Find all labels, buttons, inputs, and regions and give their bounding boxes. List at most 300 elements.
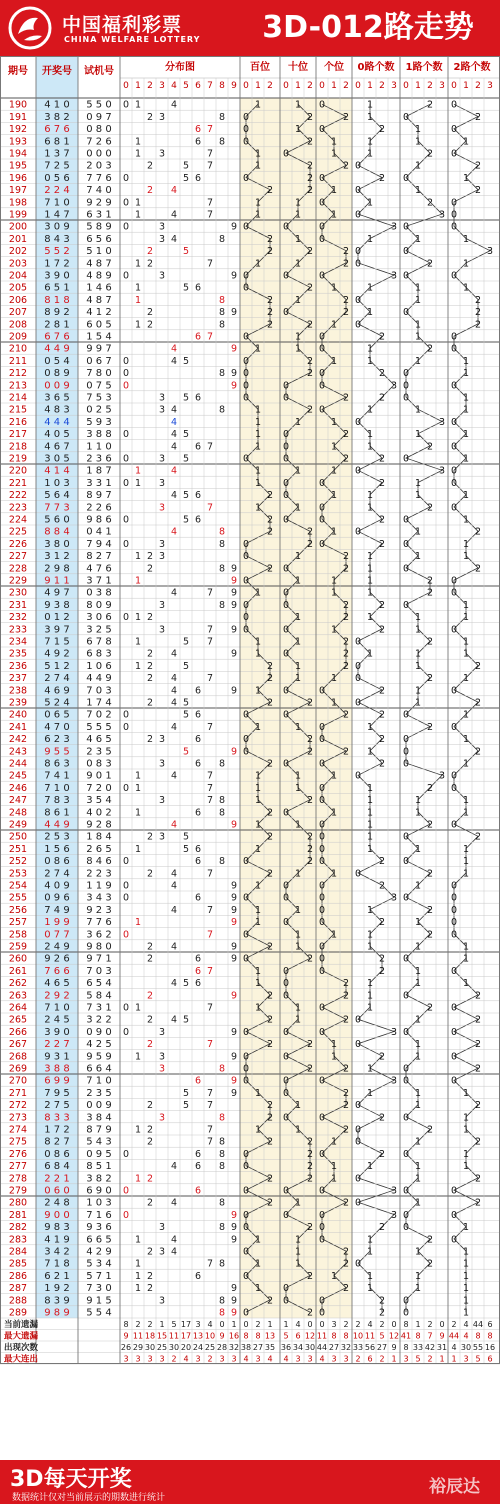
- road-count-mark: 1: [366, 1270, 374, 1282]
- distribution-mark: 4: [170, 868, 178, 880]
- road-count-mark: 1: [414, 319, 422, 331]
- distribution-mark: 8: [218, 1197, 226, 1209]
- test-number: 6 6 4: [86, 1063, 112, 1075]
- stats-value: 1: [267, 1320, 273, 1330]
- dist-digit-header: 2: [147, 81, 153, 91]
- distribution-mark: 7: [206, 148, 214, 160]
- road-mark: 1: [254, 721, 262, 733]
- road-count-mark: 1: [414, 1014, 422, 1026]
- stats-value: 2: [379, 1354, 385, 1364]
- distribution-mark: 0: [122, 1148, 130, 1160]
- period-label: 272: [8, 1100, 28, 1112]
- road-mark: 0: [242, 856, 250, 868]
- stats-value: 1: [231, 1320, 237, 1330]
- stats-value: 3: [307, 1354, 313, 1364]
- road-mark: 2: [266, 185, 274, 197]
- road-count-mark: 0: [402, 1026, 410, 1038]
- road-mark: 2: [266, 1197, 274, 1209]
- road-mark: 2: [306, 1173, 314, 1185]
- road-count-mark: 0: [354, 258, 362, 270]
- road-mark: 1: [294, 197, 302, 209]
- road-mark: 1: [294, 1014, 302, 1026]
- road-count-mark: 1: [462, 1258, 470, 1270]
- road-count-mark: 3: [390, 1075, 398, 1087]
- period-label: 237: [8, 673, 28, 685]
- distribution-mark: 7: [206, 1258, 214, 1270]
- road-mark: 2: [306, 734, 314, 746]
- period-label: 207: [8, 307, 28, 319]
- distribution-mark: 2: [146, 1039, 154, 1051]
- stats-value: 1: [159, 1320, 165, 1330]
- distribution-mark: 6: [194, 331, 202, 343]
- stats-value: 27: [328, 1343, 340, 1353]
- distribution-mark: 6: [194, 124, 202, 136]
- road-count-mark: 2: [378, 965, 386, 977]
- road-count-mark: 1: [462, 282, 470, 294]
- test-number: 7 4 0: [86, 185, 112, 197]
- draw-number: 5 2 4: [44, 697, 70, 709]
- header-tens: 十位: [288, 62, 308, 73]
- stats-value: 44: [316, 1343, 328, 1353]
- road-count-mark: 2: [426, 148, 434, 160]
- road-count-mark: 1: [414, 648, 422, 660]
- stats-value: 13: [192, 1331, 204, 1341]
- test-number: 9 8 0: [86, 941, 112, 953]
- draw-number: 2 4 8: [44, 1197, 70, 1209]
- road-count-mark: 0: [450, 1234, 458, 1246]
- distribution-mark: 6: [194, 978, 202, 990]
- period-label: 253: [8, 868, 28, 880]
- road-mark: 1: [330, 136, 338, 148]
- stats-value: 17: [180, 1320, 192, 1330]
- road-mark: 1: [294, 502, 302, 514]
- stats-value: 16: [484, 1343, 496, 1353]
- dist-digit-header: 8: [219, 81, 225, 91]
- dist-digit-header: 7: [207, 81, 213, 91]
- road-count-mark: 0: [450, 880, 458, 892]
- road-mark: 2: [342, 307, 350, 319]
- road-mark: 1: [294, 929, 302, 941]
- road-count-mark: 0: [450, 441, 458, 453]
- draw-number: 0 5 4: [44, 355, 70, 367]
- road-mark: 0: [318, 197, 326, 209]
- test-number: 4 6 5: [86, 734, 112, 746]
- distribution-mark: 5: [182, 697, 190, 709]
- road-mark: 1: [330, 807, 338, 819]
- distribution-mark: 3: [158, 551, 166, 563]
- period-label: 285: [8, 1258, 28, 1270]
- road-digit-header: 2: [343, 81, 349, 91]
- stats-value: 34: [292, 1343, 304, 1353]
- distribution-mark: 2: [146, 551, 154, 563]
- period-label: 277: [8, 1161, 28, 1173]
- draw-number: 2 9 2: [44, 990, 70, 1002]
- road-count-mark: 0: [354, 246, 362, 258]
- road-count-mark: 1: [414, 124, 422, 136]
- road-mark: 1: [294, 904, 302, 916]
- test-number: 1 1 0: [86, 441, 112, 453]
- road-mark: 0: [318, 1234, 326, 1246]
- road-mark: 0: [242, 1246, 250, 1258]
- stats-value: 8: [475, 1331, 481, 1341]
- road-mark: 0: [242, 270, 250, 282]
- road-count-mark: 2: [426, 721, 434, 733]
- stats-label: 出现次数: [4, 1343, 39, 1354]
- period-label: 206: [8, 294, 28, 306]
- stats-value: 3: [123, 1354, 129, 1364]
- road-mark: 2: [266, 1112, 274, 1124]
- road-mark: 1: [330, 929, 338, 941]
- period-label: 247: [8, 795, 28, 807]
- draw-number: 0 0 9: [44, 380, 70, 392]
- road-mark: 0: [318, 172, 326, 184]
- road-mark: 2: [306, 111, 314, 123]
- road-count-mark: 2: [378, 1307, 386, 1319]
- road-mark: 2: [306, 404, 314, 416]
- period-label: 263: [8, 990, 28, 1002]
- distribution-mark: 1: [134, 782, 142, 794]
- road-count-mark: 2: [426, 782, 434, 794]
- road-count-mark: 2: [426, 258, 434, 270]
- distribution-mark: 8: [218, 1136, 226, 1148]
- count-digit-header: 2: [379, 81, 385, 91]
- header-units: 个位: [324, 62, 344, 73]
- road-mark: 1: [254, 978, 262, 990]
- test-number: 1 8 7: [86, 465, 112, 477]
- road-count-mark: 0: [450, 465, 458, 477]
- road-mark: 0: [242, 1185, 250, 1197]
- stats-value: 0: [219, 1320, 225, 1330]
- road-mark: 1: [254, 782, 262, 794]
- test-number: 4 4 9: [86, 673, 112, 685]
- stats-value: 9: [391, 1343, 397, 1353]
- distribution-mark: 2: [146, 1270, 154, 1282]
- draw-number: 9 2 6: [44, 953, 70, 965]
- period-label: 266: [8, 1026, 28, 1038]
- stats-value: 3: [195, 1354, 201, 1364]
- test-number: 0 8 3: [86, 758, 112, 770]
- road-mark: 1: [330, 1173, 338, 1185]
- road-mark: 0: [318, 343, 326, 355]
- stats-value: 0: [439, 1320, 445, 1330]
- road-count-mark: 3: [390, 1185, 398, 1197]
- road-count-mark: 2: [474, 697, 482, 709]
- road-mark: 1: [294, 1100, 302, 1112]
- road-mark: 0: [242, 124, 250, 136]
- period-label: 260: [8, 953, 28, 965]
- dist-digit-header: 0: [123, 81, 129, 91]
- distribution-mark: 5: [182, 746, 190, 758]
- road-mark: 1: [254, 465, 262, 477]
- distribution-mark: 6: [194, 282, 202, 294]
- road-mark: 0: [282, 917, 290, 929]
- dist-digit-header: 1: [135, 81, 141, 91]
- stats-value: 2: [255, 1320, 261, 1330]
- road-count-mark: 2: [474, 1197, 482, 1209]
- distribution-mark: 2: [146, 612, 154, 624]
- road-count-mark: 1: [366, 355, 374, 367]
- road-mark: 1: [294, 331, 302, 343]
- test-number: 0 0 0: [86, 148, 112, 160]
- stats-value: 8: [255, 1331, 261, 1341]
- road-count-mark: 0: [402, 1295, 410, 1307]
- road-count-mark: 0: [450, 770, 458, 782]
- road-count-mark: 0: [450, 1185, 458, 1197]
- road-count-mark: 0: [450, 904, 458, 916]
- test-number: 3 7 1: [86, 575, 112, 587]
- road-mark: 1: [330, 697, 338, 709]
- stats-value: 3: [463, 1354, 469, 1364]
- distribution-mark: 4: [170, 429, 178, 441]
- test-number: 0 0 9: [86, 1100, 112, 1112]
- draw-number: 6 8 1: [44, 136, 70, 148]
- draw-number: 1 4 7: [44, 209, 70, 221]
- road-count-mark: 1: [414, 355, 422, 367]
- stats-value: 9: [219, 1331, 225, 1341]
- road-count-mark: 1: [414, 1136, 422, 1148]
- test-number: 1 5 4: [86, 331, 112, 343]
- road-count-mark: 0: [402, 270, 410, 282]
- road-mark: 0: [282, 709, 290, 721]
- distribution-mark: 7: [206, 904, 214, 916]
- footer-title: 3D每天开奖: [10, 1467, 132, 1492]
- count-digit-header: 0: [403, 81, 409, 91]
- road-mark: 2: [306, 282, 314, 294]
- road-mark: 2: [306, 746, 314, 758]
- road-mark: 0: [242, 1270, 250, 1282]
- road-count-mark: 2: [474, 1173, 482, 1185]
- road-count-mark: 0: [450, 965, 458, 977]
- road-mark: 0: [242, 1209, 250, 1221]
- road-mark: 1: [294, 819, 302, 831]
- test-number: 4 0 2: [86, 807, 112, 819]
- stats-value: 4: [267, 1354, 273, 1364]
- stats-value: 30: [168, 1343, 180, 1353]
- road-mark: 1: [254, 1124, 262, 1136]
- draw-number: 7 1 5: [44, 636, 70, 648]
- distribution-mark: 1: [134, 917, 142, 929]
- road-count-mark: 2: [474, 111, 482, 123]
- period-label: 198: [8, 197, 28, 209]
- period-label: 250: [8, 831, 28, 843]
- road-count-mark: 1: [366, 551, 374, 563]
- road-mark: 2: [306, 526, 314, 538]
- road-count-mark: 1: [462, 258, 470, 270]
- road-mark: 0: [282, 892, 290, 904]
- road-mark: 0: [318, 1185, 326, 1197]
- period-label: 233: [8, 624, 28, 636]
- draw-number: 1 5 6: [44, 843, 70, 855]
- draw-number: 3 9 7: [44, 624, 70, 636]
- road-count-mark: 1: [366, 807, 374, 819]
- page-title: 3D-012路走势: [262, 10, 474, 45]
- test-number: 7 9 4: [86, 538, 112, 550]
- road-mark: 1: [330, 1136, 338, 1148]
- road-count-mark: 2: [426, 636, 434, 648]
- road-count-mark: 1: [462, 795, 470, 807]
- road-mark: 2: [342, 599, 350, 611]
- road-mark: 2: [306, 1270, 314, 1282]
- stats-value: 9: [123, 1331, 129, 1341]
- stats-value: 30: [460, 1343, 472, 1353]
- draw-number: 3 8 8: [44, 1063, 70, 1075]
- test-number: 2 0 3: [86, 160, 112, 172]
- road-mark: 2: [306, 1039, 314, 1051]
- stats-value: 4: [319, 1354, 325, 1364]
- road-mark: 1: [294, 721, 302, 733]
- stats-value: 2: [207, 1354, 213, 1364]
- distribution-mark: 9: [230, 1295, 238, 1307]
- road-mark: 1: [330, 1051, 338, 1063]
- road-mark: 2: [266, 1173, 274, 1185]
- road-mark: 2: [306, 1222, 314, 1234]
- road-count-mark: 2: [426, 502, 434, 514]
- road-count-mark: 1: [414, 294, 422, 306]
- distribution-mark: 9: [230, 1209, 238, 1221]
- road-count-mark: 2: [474, 563, 482, 575]
- distribution-mark: 7: [206, 1124, 214, 1136]
- stats-value: 8: [415, 1331, 421, 1341]
- draw-number: 5 6 0: [44, 514, 70, 526]
- road-mark: 0: [318, 965, 326, 977]
- draw-number: 4 6 7: [44, 441, 70, 453]
- test-number: 3 5 4: [86, 795, 112, 807]
- distribution-mark: 1: [134, 612, 142, 624]
- road-count-mark: 1: [366, 904, 374, 916]
- road-count-mark: 1: [462, 1148, 470, 1160]
- road-count-mark: 1: [366, 1002, 374, 1014]
- distribution-mark: 4: [170, 490, 178, 502]
- test-number: 6 9 0: [86, 1185, 112, 1197]
- road-mark: 0: [282, 587, 290, 599]
- road-mark: 0: [318, 917, 326, 929]
- road-mark: 1: [294, 612, 302, 624]
- draw-number: 4 4 9: [44, 343, 70, 355]
- road-count-mark: 1: [414, 490, 422, 502]
- test-number: 3 8 4: [86, 1112, 112, 1124]
- road-mark: 2: [306, 136, 314, 148]
- stats-value: 8: [487, 1331, 493, 1341]
- stats-value: 4: [463, 1320, 469, 1330]
- draw-number: 4 7 0: [44, 721, 70, 733]
- distribution-mark: 3: [158, 453, 166, 465]
- test-number: 2 6 5: [86, 843, 112, 855]
- road-count-mark: 1: [462, 551, 470, 563]
- road-mark: 1: [294, 1197, 302, 1209]
- road-mark: 1: [330, 209, 338, 221]
- distribution-mark: 6: [194, 136, 202, 148]
- distribution-mark: 8: [218, 856, 226, 868]
- road-mark: 0: [318, 734, 326, 746]
- draw-number: 4 8 3: [44, 404, 70, 416]
- road-mark: 2: [306, 795, 314, 807]
- road-count-mark: 2: [474, 160, 482, 172]
- watermark-text: 裕辰达: [429, 1477, 480, 1497]
- road-count-mark: 1: [462, 136, 470, 148]
- distribution-mark: 1: [134, 319, 142, 331]
- test-number: 9 1 5: [86, 1295, 112, 1307]
- distribution-mark: 0: [122, 929, 130, 941]
- road-count-mark: 1: [366, 575, 374, 587]
- distribution-mark: 6: [194, 807, 202, 819]
- distribution-mark: 4: [170, 941, 178, 953]
- road-mark: 0: [242, 368, 250, 380]
- road-mark: 0: [318, 904, 326, 916]
- draw-number: 9 5 5: [44, 746, 70, 758]
- road-mark: 0: [318, 221, 326, 233]
- road-mark: 0: [282, 514, 290, 526]
- period-label: 213: [8, 380, 28, 392]
- road-mark: 2: [266, 868, 274, 880]
- road-mark: 1: [294, 660, 302, 672]
- stats-value: 10: [352, 1331, 364, 1341]
- test-number: 2 3 5: [86, 1087, 112, 1099]
- distribution-mark: 5: [182, 660, 190, 672]
- distribution-mark: 7: [206, 502, 214, 514]
- road-mark: 2: [342, 990, 350, 1002]
- draw-number: 1 9 2: [44, 1283, 70, 1295]
- distribution-mark: 7: [206, 636, 214, 648]
- road-mark: 0: [318, 953, 326, 965]
- distribution-mark: 0: [122, 1209, 130, 1221]
- draw-number: 1 7 2: [44, 258, 70, 270]
- road-mark: 2: [266, 294, 274, 306]
- draw-number: 4 6 5: [44, 978, 70, 990]
- road-mark: 0: [282, 1075, 290, 1087]
- road-count-mark: 0: [354, 294, 362, 306]
- road-count-mark: 0: [354, 1124, 362, 1136]
- road-mark: 1: [330, 416, 338, 428]
- road-mark: 0: [318, 331, 326, 343]
- distribution-mark: 9: [230, 221, 238, 233]
- distribution-mark: 7: [206, 1002, 214, 1014]
- road-mark: 0: [318, 1209, 326, 1221]
- road-mark: 0: [242, 111, 250, 123]
- road-count-mark: 1: [462, 978, 470, 990]
- draw-number: 2 5 3: [44, 831, 70, 843]
- road-mark: 2: [306, 246, 314, 258]
- road-count-mark: 0: [450, 721, 458, 733]
- road-mark: 2: [266, 660, 274, 672]
- draw-number: 7 1 0: [44, 782, 70, 794]
- test-number: 4 2 5: [86, 1039, 112, 1051]
- distribution-mark: 3: [158, 477, 166, 489]
- period-label: 269: [8, 1063, 28, 1075]
- distribution-mark: 2: [146, 258, 154, 270]
- road-count-mark: 1: [366, 941, 374, 953]
- distribution-mark: 8: [218, 1307, 226, 1319]
- test-number: 4 1 2: [86, 307, 112, 319]
- test-number: 5 1 0: [86, 246, 112, 258]
- road-mark: 0: [318, 368, 326, 380]
- draw-number: 9 8 9: [44, 1307, 70, 1319]
- period-label: 224: [8, 514, 28, 526]
- distribution-mark: 1: [134, 209, 142, 221]
- road-count-mark: 1: [462, 734, 470, 746]
- stats-value: 8: [123, 1320, 129, 1330]
- road-count-mark: 0: [402, 599, 410, 611]
- road-mark: 1: [294, 1246, 302, 1258]
- road-mark: 2: [342, 746, 350, 758]
- stats-value: 6: [487, 1354, 493, 1364]
- road-mark: 1: [254, 843, 262, 855]
- draw-number: 4 0 5: [44, 429, 70, 441]
- draw-number: 2 9 8: [44, 563, 70, 575]
- road-mark: 1: [254, 587, 262, 599]
- test-number: 1 1 9: [86, 880, 112, 892]
- count-digit-header: 3: [487, 81, 493, 91]
- draw-number: 4 9 2: [44, 648, 70, 660]
